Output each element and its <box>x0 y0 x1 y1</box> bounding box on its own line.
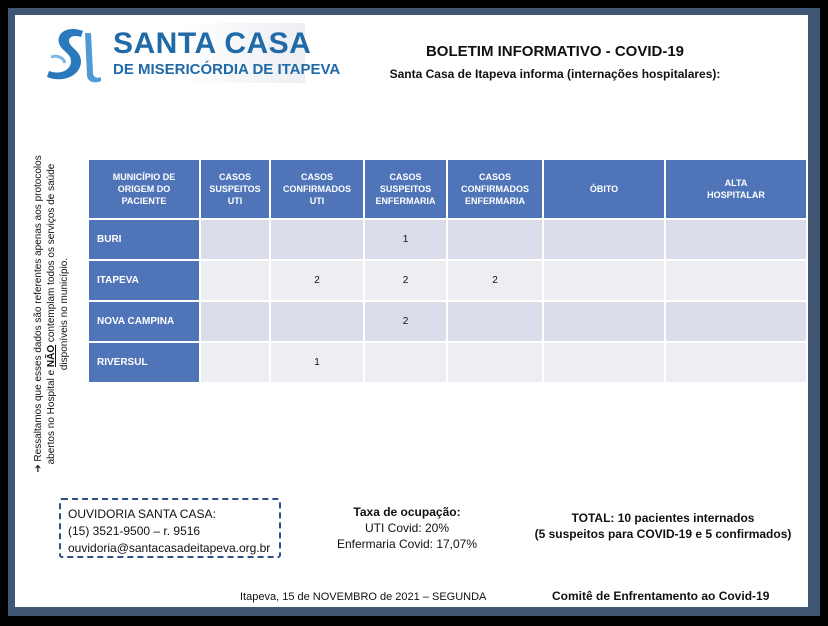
municipio-cell: BURI <box>89 220 199 259</box>
header-municipio: MUNICÍPIO DE ORIGEM DO PACIENTE <box>89 160 199 218</box>
header-suspeitos-enfermaria: CASOS SUSPEITOS ENFERMARIA <box>365 160 446 218</box>
header-confirmados-enfermaria: CASOS CONFIRMADOS ENFERMARIA <box>448 160 542 218</box>
occupancy-title: Taxa de ocupação: <box>353 505 461 519</box>
table-cell <box>666 220 806 259</box>
total-line2: (5 suspeitos para COVID-19 e 5 confirmados) <box>534 527 792 541</box>
municipio-cell: ITAPEVA <box>89 261 199 300</box>
header-confirmados-uti: CASOS CONFIRMADOS UTI <box>271 160 363 218</box>
total-summary <box>523 510 803 542</box>
table-cell: 2 <box>365 261 446 300</box>
footer-comite: Comitê de Enfrentamento ao Covid-19 <box>552 589 770 603</box>
table-cell <box>201 220 269 259</box>
table-cell: 1 <box>365 220 446 259</box>
table-row <box>89 261 806 300</box>
side-note-part1: ➔ Ressaltamos que esses dados são referentes apenas aos protocolos abertos no Hospital e <box>33 155 57 473</box>
table-row <box>89 302 806 341</box>
header-obito: ÓBITO <box>544 160 664 218</box>
occupancy-enfermaria: Enfermaria Covid: 17,07% <box>336 537 478 551</box>
logo-title: SANTA CASA <box>113 27 312 60</box>
table-cell: 2 <box>448 261 542 300</box>
table-cell <box>271 220 363 259</box>
table-cell <box>544 343 664 382</box>
ouvidoria-email: ouvidoria@santacasadeitapeva.org.br <box>68 541 271 555</box>
table-cell <box>448 343 542 382</box>
table-cell: 2 <box>271 261 363 300</box>
side-note-part2: contemplam todos os serviços de saúde disponíveis no município. <box>46 163 70 371</box>
logo-subtitle: DE MISERICÓRDIA DE ITAPEVA <box>113 61 341 78</box>
table-cell <box>201 343 269 382</box>
table-cell <box>201 261 269 300</box>
page-subtitle: Santa Casa de Itapeva informa (internações hospitalares): <box>389 67 721 81</box>
table-cell <box>666 302 806 341</box>
occupancy-rate <box>307 504 507 552</box>
header-alta-hospitalar: ALTA HOSPITALAR <box>666 160 806 218</box>
table-cell <box>271 302 363 341</box>
table-cell <box>666 343 806 382</box>
table-cell <box>666 261 806 300</box>
municipio-cell: NOVA CAMPINA <box>89 302 199 341</box>
footer-date: Itapeva, 15 de NOVEMBRO de 2021 – SEGUNDA <box>240 591 487 603</box>
municipio-cell: RIVERSUL <box>89 343 199 382</box>
ouvidoria-box <box>59 498 281 558</box>
table-cell <box>201 302 269 341</box>
table-cell <box>544 220 664 259</box>
table-cell <box>448 302 542 341</box>
logo-emblem-icon <box>43 27 105 83</box>
table-cell <box>448 220 542 259</box>
ouvidoria-phone: (15) 3521-9500 – r. 9516 <box>68 524 201 538</box>
table-row <box>89 343 806 382</box>
table-cell: 2 <box>365 302 446 341</box>
table-cell <box>544 261 664 300</box>
table-row <box>89 220 806 259</box>
table-header-row <box>89 160 806 218</box>
table-cell <box>544 302 664 341</box>
side-note-emphasis: NÃO <box>46 344 57 368</box>
occupancy-uti: UTI Covid: 20% <box>364 521 450 535</box>
hospitalization-table <box>87 158 808 384</box>
santa-casa-logo <box>29 23 341 83</box>
side-note <box>33 135 70 473</box>
bulletin-page <box>15 15 808 607</box>
header-suspeitos-uti: CASOS SUSPEITOS UTI <box>201 160 269 218</box>
page-frame <box>8 8 820 616</box>
table-cell <box>365 343 446 382</box>
page-title: BOLETIM INFORMATIVO - COVID-19 <box>425 43 685 60</box>
table-cell: 1 <box>271 343 363 382</box>
ouvidoria-title: OUVIDORIA SANTA CASA: <box>68 507 216 521</box>
total-line1: TOTAL: 10 pacientes internados <box>571 511 755 525</box>
